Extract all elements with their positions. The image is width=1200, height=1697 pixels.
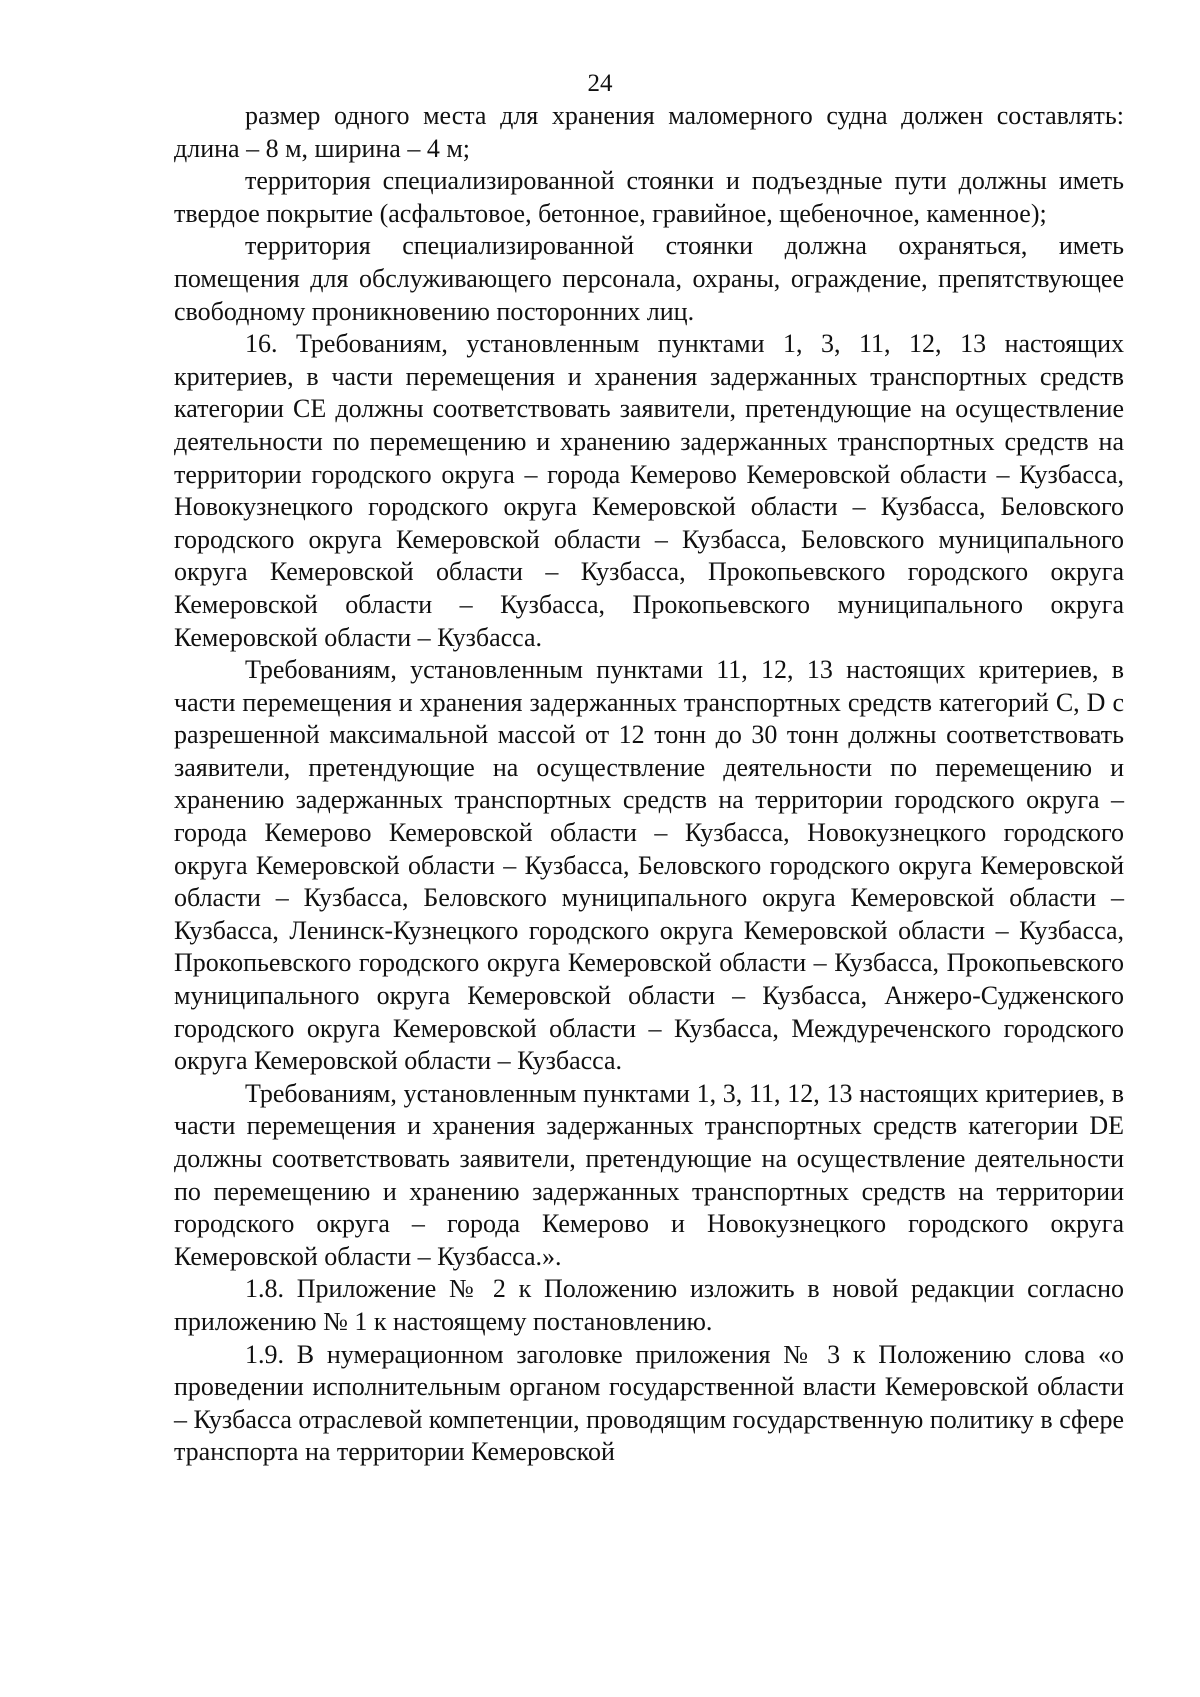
document-body (174, 100, 1124, 1469)
page-number: 24 (587, 70, 613, 97)
paragraph-categories-c-d: Требованиям, установленным пунктами 11, 12, 13 настоящих критериев, в части перемещения и хранения задержанных транспортных средств категорий C, D с разрешенной максимальной массой от 12 тонн до 30 тонн должны соответствовать заявители, претендующие на осуществление деятельности по перемещению и хранению задержанных транспортных средств на территории городского округа – города Кемерово Кемеровской области – Кузбасса, Новокузнецкого городского округа Кемеровской области – Кузбасса, Беловского городского округа Кемеровской области – Кузбасса, Беловского муниципального округа Кемеровской области – Кузбасса, Ленинск-Кузнецкого городского округа Кемеровской области – Кузбасса, Прокопьевского городского округа Кемеровской области – Кузбасса, Прокопьевского муниципального округа Кемеровской области – Кузбасса, Анжеро-Судженского городского округа Кемеровской области – Кузбасса, Междуреченского городского округа Кемеровской области – Кузбасса. (174, 655, 1124, 1076)
paragraph-item-16-ce: 16. Требованиям, установленным пунктами 1, 3, 11, 12, 13 настоящих критериев, в части перемещения и хранения задержанных транспортных средств категории CE должны соответствовать заявители, претендующие на осуществление деятельности по перемещению и хранению задержанных транспортных средств на территории городского округа – города Кемерово Кемеровской области – Кузбасса, Новокузнецкого городского округа Кемеровской области – Кузбасса, Беловского городского округа Кемеровской области – Кузбасса, Беловского муниципального округа Кемеровской области – Кузбасса, Прокопьевского городского округа Кемеровской области – Кузбасса, Прокопьевского муниципального округа Кемеровской области – Кузбасса. (174, 329, 1124, 652)
paragraph-item-1-9: 1.9. В нумерационном заголовке приложения № 3 к Положению слова «о проведении исполнительным органом государственной власти Кемеровской области – Кузбасса отраслевой компетенции, проводящим государственную политику в сфере транспорта на территории Кемеровской (174, 1339, 1124, 1467)
paragraph-category-de: Требованиям, установленным пунктами 1, 3, 11, 12, 13 настоящих критериев, в части перемещения и хранения задержанных транспортных средств категории DE должны соответствовать заявители, претендующие на осуществление деятельности по перемещению и хранению задержанных транспортных средств на территории городского округа – города Кемерово и Новокузнецкого городского округа Кемеровской области – Кузбасса.». (174, 1078, 1124, 1271)
paragraph-security: территория специализированной стоянки должна охраняться, иметь помещения для обслуживающего персонала, охраны, ограждение, препятствующее свободному проникновению посторонних лиц. (174, 231, 1124, 326)
paragraph-hard-surface: территория специализированной стоянки и подъездные пути должны иметь твердое покрытие (асфальтовое, бетонное, гравийное, щебеночное, каменное); (174, 166, 1124, 228)
paragraph-berth-size: размер одного места для хранения маломерного судна должен составлять: длина – 8 м, ширина – 4 м; (174, 101, 1124, 163)
paragraph-item-1-8: 1.8. Приложение № 2 к Положению изложить в новой редакции согласно приложению № 1 к настоящему постановлению. (174, 1274, 1124, 1336)
